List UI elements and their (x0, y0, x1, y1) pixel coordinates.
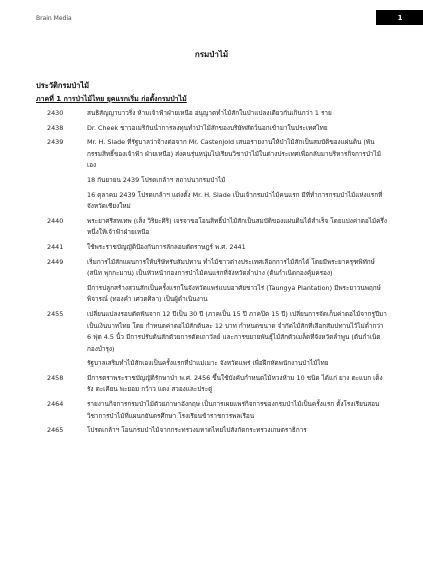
entry-text (87, 373, 388, 396)
entry-text (87, 242, 388, 254)
timeline-entry (36, 425, 388, 437)
entry-year: 2440 (47, 216, 64, 225)
entry-paragraph: รัฐบาลเสริมทำไม้สักเองเป็นครั้งแรกที่ป่าแม่เมาะ จังหวัดแพร่ เพื่อฝึกหัดพนักงานป่าไม้ไทย (87, 359, 329, 368)
entry-text (87, 137, 388, 213)
entry-year: 2441 (47, 242, 64, 251)
entry-year: 2438 (47, 123, 64, 132)
timeline-entry (36, 242, 388, 254)
entry-paragraph: สนธิสัญญาบาวริ่ง ห้ามเจ้าฟ้าฝ่ายเหนือ อนุญาตทำไม้สักในป่าแปลงเดียวกันเกินกว่า 1 ราย (87, 109, 332, 117)
entry-text (87, 108, 388, 120)
timeline-entry (36, 257, 388, 306)
entry-year: 2464 (47, 400, 64, 409)
entry-paragraph: ใช้พระราชบัญญัติป้องกันการลักลอบตัดราษฎร์ พ.ศ. 2441 (87, 242, 246, 251)
entry-text (87, 123, 388, 135)
timeline-entry (36, 216, 388, 239)
timeline-entries (36, 108, 388, 440)
entry-year: 2465 (47, 426, 64, 435)
entry-text (87, 309, 388, 370)
page-number-badge: 1 (376, 10, 423, 25)
entry-year: 2449 (47, 257, 64, 266)
header-brand: Brain Media (36, 15, 72, 22)
entry-text (87, 425, 388, 437)
entry-paragraph: Mr. H. Slade ที่รัฐบาลว่าจ้างต่อจาก Mr. Castenjold เสนอรายงานให้ป่าไม้สักเป็นสมบัติของแผ่นดิน (พันกรรมสิทธิ์ของเจ้าฟ้า ฝ่ายเหนือ) ส่งคนรุ่นหนุ่มไปเรียนวิชาป่าไม้ในต่างประเทศเพื่อกลับมาบริหารกิจการป่าไม้เอง (87, 138, 381, 170)
timeline-entry (36, 137, 388, 213)
section-heading: ประวัติกรมป่าไม้ (36, 81, 90, 90)
entry-text (87, 216, 388, 239)
timeline-entry (36, 399, 388, 422)
entry-paragraph: 18 กันยายน 2439 โปรดเกล้าฯ สถาปนากรมป่าไม้ (87, 175, 226, 184)
entry-paragraph: Dr. Cheek ชาวอเมริกันนำการลงทุนทำป่าไม้สักของบริษัทสัตว์นอกเข้ามาในประเทศไทย (87, 123, 328, 132)
timeline-entry (36, 108, 388, 120)
timeline-entry (36, 309, 388, 370)
entry-text (87, 257, 388, 306)
part-heading: ภาคที่ 1 การป่าไม้ไทย ยุคแรกเริ่ม ก่อตั้งกรมป่าไม้ (36, 95, 187, 103)
entry-year: 2439 (47, 138, 64, 147)
entry-paragraph: มีการปลูกสร้างสวนสักเป็นครั้งแรกในจังหวัดแพร่แบบอาศัยชาวไร่ (Taungya Plantation) มีพระยาวนพฤกษ์พิจารณ์ (ทองคำ เศวตศิลา) เป็นผู้ดำเนินงาน (87, 283, 381, 304)
timeline-entry (36, 373, 388, 396)
entry-year: 2430 (47, 109, 64, 117)
entry-paragraph: โปรดเกล้าฯ โอนกรมป่าไม้จากกระทรวงมหาดไทยไปสังกัดกระทรวงเกษตราธิการ (87, 426, 307, 435)
entry-paragraph: เปลี่ยนแปลงรอบตัดฟันจาก 12 ปีเป็น 30 ปี (ภาคเป็น 15 ปี ภาคปิด 15 ปี) เปลี่ยนการจัดเก็บค่าตอไม้จากรูปีมาเป็นเงินบาทไทย โดย กำหนดค่าตอไม้สักต้นละ 12 บาท กำหนดขนาด จำกัดไม้สักที่เลือกสัมปทานไว้ไม่ต่ำกว่า 6 ฟุต 4.5 นิ้ว มีการปรับต้นสักตัวยการตัดเถาวัลย์ และการขยายพันธุ์ไม้สักตัวเมล็ดที่จังหวัดลำพูน (ต้นกำเนิดกองบำรุง) (87, 309, 387, 353)
entry-year: 2458 (47, 373, 64, 382)
entry-paragraph: 16 ตุลาคม 2439 โปรดเกล้าฯ แต่งตั้ง Mr. H. Slade เป็นเจ้ากรมป่าไม้คนแรก มีที่ทำการกรมป่าไม้แห่งแรกที่จังหวัดเชียงใหม่ (87, 190, 383, 211)
entry-paragraph: พระยาศรีสหเทพ (เส็ง วิริยะศิริ) เจรจาขอโอนสิทธิ์ป่าไม้สักเป็นสมบัติของแผ่นดินได้สำเร็จ โดยแบ่งค่าตอไม้ครึ่งหนึ่งให้เจ้าฟ้าฝ่ายเหนือ (87, 216, 387, 237)
entry-paragraph: เริ่มการไม้สักแผนการให้บริษัทรับสัมปทาน ทำไม้ชาวต่างประเทศเลือกการไม้สักได้ โดยมีพระยาครุฑพิทักษ์ (สนิท พุกกะมาน) เป็นหัวหน้ากองการป่าไม้คนแรกที่จังหวัดลำปาง (ต้นกำเนิดกองคุ้มครอง) (87, 257, 375, 278)
entry-text (87, 399, 388, 422)
entry-year: 2455 (47, 309, 64, 318)
timeline-entry (36, 123, 388, 135)
entry-paragraph: รายงานกิจการกรมป่าไม้ตัวยภาษาอังกฤษ เป็นการเผยแพร่กิจการของกรมป่าไม้เป็นครั้งแรก ตั้งโรงเรียนสอนวิชาการป่าไม้ที่แผนกยันตรศึกษา โรงเรียนข้าราชการพลเรือน (87, 400, 380, 420)
document-title: กรมป่าไม้ (194, 50, 229, 59)
entry-paragraph: มีการตราพระราชบัญญัติรักษาป่า พ.ศ. 2456 ขึ้นใช้บังคับกำหนดไม้หวงห้าม 10 ชนิด ได้แก่ ยาง ตะแบก เต็ง รัง ตะเคียน พะยอม กว้าว แดง สวองและประดู่ (87, 373, 383, 394)
